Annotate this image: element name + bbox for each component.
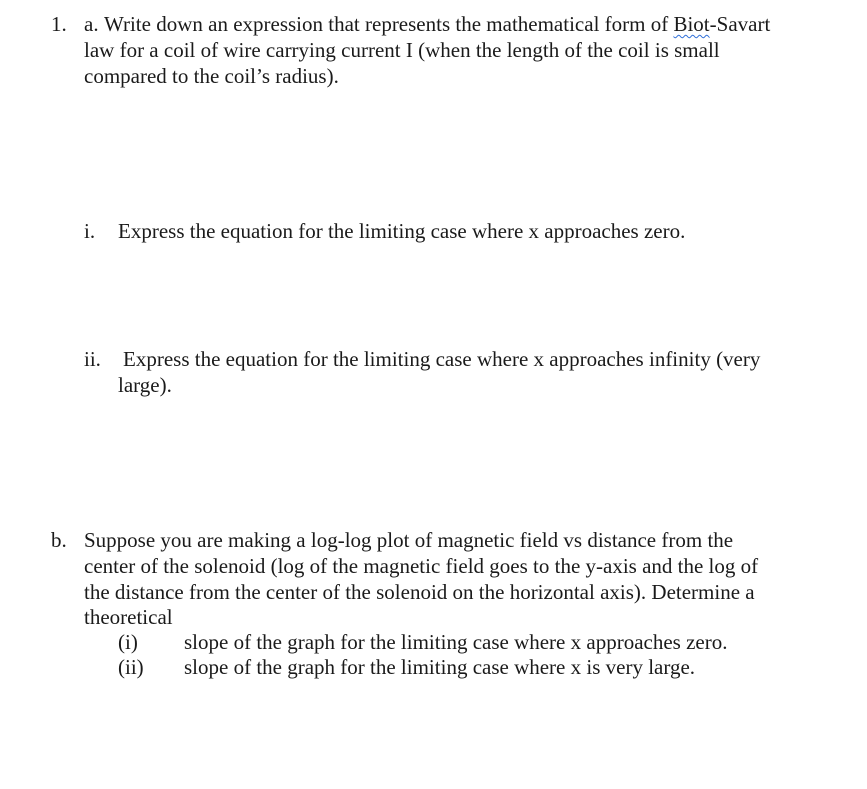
part-a-line-3: compared to the coil’s radius). [84, 64, 339, 88]
part-a-label: a. [84, 12, 99, 36]
part-b-item-label: (i) [118, 630, 138, 654]
part-b-item-text: slope of the graph for the limiting case where x approaches zero. [184, 630, 728, 654]
part-b-label: b. [51, 528, 67, 552]
sub-i-label: i. [84, 219, 96, 243]
part-b-item-label: (ii) [118, 655, 144, 679]
sub-i-text: Express the equation for the limiting case where x approaches zero. [118, 219, 686, 243]
part-b-line-2: center of the solenoid (log of the magnetic field goes to the y-axis and the log of [84, 554, 759, 578]
question-number: 1. [51, 12, 67, 36]
part-b-line-1: Suppose you are making a log-log plot of magnetic field vs distance from the [84, 528, 734, 552]
part-b-item-text: slope of the graph for the limiting case where x is very large. [184, 655, 696, 679]
part-a-line-1 [104, 11, 770, 37]
part-a-line-2: law for a coil of wire carrying current I (when the length of the coil is small [84, 38, 720, 62]
part-a-line-1-text: Write down an expression that represents the mathematical form of [104, 12, 674, 36]
spellcheck-flagged-word: Biot [673, 12, 710, 36]
part-b-line-3: the distance from the center of the solenoid on the horizontal axis). Determine a [84, 580, 755, 604]
sub-ii-line-2: large). [118, 373, 172, 397]
part-a-line-1-suffix: -Savart [709, 12, 771, 36]
sub-ii-label: ii. [84, 347, 101, 371]
part-b-line-4: theoretical [84, 605, 173, 629]
sub-ii-line-1: Express the equation for the limiting case where x approaches infinity (very [123, 347, 761, 371]
